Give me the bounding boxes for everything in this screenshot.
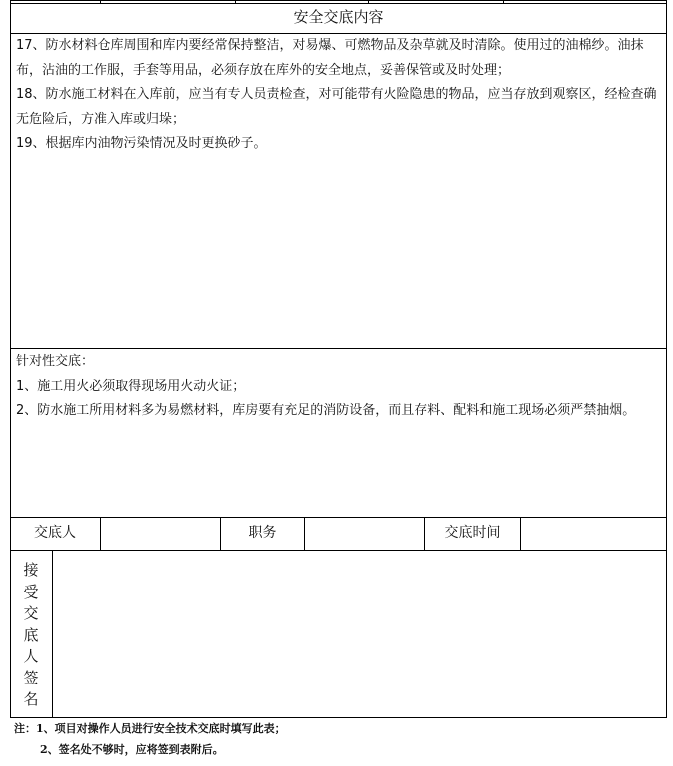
row-divider [10, 517, 667, 518]
discloser-field[interactable] [101, 524, 220, 542]
receiver-signature-field[interactable] [53, 551, 666, 717]
note-line-2: 2、签名处不够时，应将签到表附后。 [40, 743, 224, 756]
row-divider [10, 3, 667, 4]
time-field[interactable] [521, 524, 666, 542]
discloser-label: 交底人 [34, 525, 76, 541]
briefing-item: 19、根据库内油物污染情况及时更换砂子。 [16, 136, 267, 151]
targeted-heading: 针对性交底： [16, 354, 95, 369]
position-field[interactable] [305, 524, 424, 542]
briefing-item: 17、防水材料仓库周围和库内要经常保持整洁，对易爆、可燃物品及杂草就及时清除。使用过的油棉纱。油抹布，沾油的工作服，手套等用品，必须存放在库外的安全地点，妥善保管或及时处理； [16, 38, 644, 78]
row-divider [10, 348, 667, 349]
briefing-content [16, 34, 662, 157]
time-label: 交底时间 [444, 525, 501, 541]
section-title: 安全交底内容 [293, 8, 384, 26]
receiver-signature-label: 接受交底人签名 [23, 561, 39, 708]
targeted-briefing [16, 350, 662, 424]
targeted-item: 1、施工用火必须取得现场用火动火证； [16, 378, 246, 394]
note-line-1: 注：1、项目对操作人员进行安全技术交底时填写此表； [14, 722, 286, 735]
targeted-item: 2、防水施工所用材料多为易燃材料，库房要有充足的消防设备，而且存料、配料和施工现场必须严禁抽烟。 [16, 403, 636, 418]
position-label: 职务 [248, 525, 277, 541]
briefing-item: 18、防水施工材料在入库前，应当有专人员责检查，对可能带有火险隐患的物品，应当存放到观察区，经检查确无危险后，方准入库或归垛； [16, 87, 657, 127]
